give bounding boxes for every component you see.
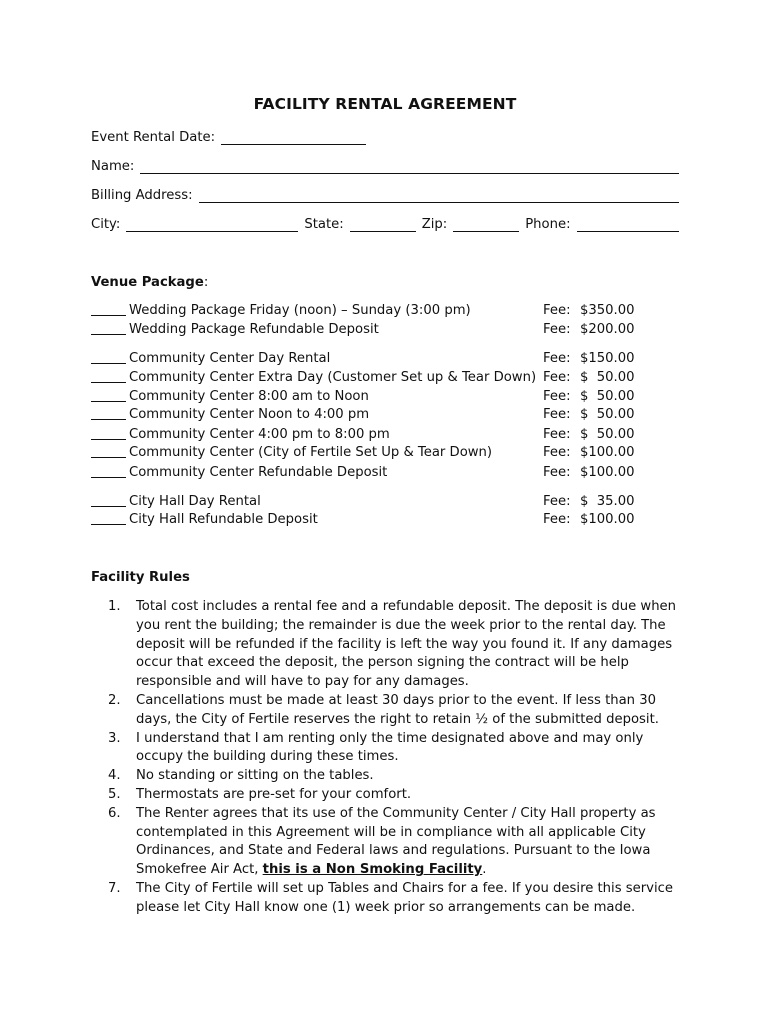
package-label: Community Center Noon to 4:00 pm	[129, 407, 370, 422]
package-row	[91, 303, 651, 321]
package-row	[91, 445, 651, 463]
fee-amount: $ 50.00	[580, 427, 635, 442]
fee-label: Fee:	[543, 389, 571, 404]
package-row	[91, 389, 651, 407]
facility-rules-heading: Facility Rules	[91, 570, 190, 585]
package-check-blank[interactable]	[91, 315, 126, 316]
package-row	[91, 407, 651, 425]
event-date-label: Event Rental Date:	[91, 130, 216, 145]
state-field[interactable]	[350, 218, 416, 232]
package-label: Community Center Refundable Deposit	[129, 465, 388, 480]
package-label: City Hall Day Rental	[129, 494, 261, 509]
package-check-blank[interactable]	[91, 363, 126, 364]
package-row	[91, 465, 651, 483]
package-label: Community Center (City of Fertile Set Up & Tear Down)	[129, 445, 493, 460]
rule-item	[108, 786, 688, 805]
name-row	[91, 156, 679, 174]
fee-label: Fee:	[543, 427, 571, 442]
package-label: Community Center Day Rental	[129, 351, 331, 366]
package-check-blank[interactable]	[91, 477, 126, 478]
package-check-blank[interactable]	[91, 401, 126, 402]
name-field[interactable]	[140, 160, 679, 174]
fee-amount: $100.00	[580, 445, 635, 460]
zip-label: Zip:	[421, 217, 448, 232]
rule-text: The City of Fertile will set up Tables and Chairs for a fee. If you desire this service please let City Hall know one (1) week prior so arrangements can be made.	[136, 880, 674, 915]
fee-amount: $ 35.00	[580, 494, 635, 509]
fee-amount: $ 50.00	[580, 389, 635, 404]
rule-number: 4.	[108, 768, 121, 784]
venue-heading-colon: :	[203, 275, 209, 290]
rule-item	[108, 805, 688, 880]
phone-field[interactable]	[577, 218, 679, 232]
event-date-row	[91, 127, 679, 145]
rule-number: 2.	[108, 692, 121, 708]
package-check-blank[interactable]	[91, 457, 126, 458]
venue-package-heading	[91, 275, 208, 290]
package-label: City Hall Refundable Deposit	[129, 512, 318, 527]
rule-number: 5.	[108, 786, 121, 802]
package-check-blank[interactable]	[91, 419, 126, 420]
rule-text: Thermostats are pre-set for your comfort.	[136, 786, 412, 802]
fee-amount: $150.00	[580, 351, 635, 366]
package-label: Community Center Extra Day (Customer Set up & Tear Down)	[129, 370, 537, 385]
fee-label: Fee:	[543, 351, 571, 366]
fee-label: Fee:	[543, 370, 571, 385]
fee-amount: $ 50.00	[580, 407, 635, 422]
package-row	[91, 370, 651, 388]
rule-item	[108, 692, 688, 730]
billing-row	[91, 185, 679, 203]
city-field[interactable]	[126, 218, 298, 232]
rule-text: I understand that I am renting only the time designated above and may only occupy the building during these times.	[136, 730, 644, 765]
rule-text: Total cost includes a rental fee and a refundable deposit. The deposit is due when you rent the building; the remainder is due the week prior to the rental day. The deposit will be refunded if the facility is left the way you found it. If any damages occur that exceed the deposit, the person signing the contract will be help responsible and will have to pay for any damages.	[136, 599, 677, 690]
package-label: Community Center 8:00 am to Noon	[129, 389, 369, 404]
package-check-blank[interactable]	[91, 524, 126, 525]
rule-number: 3.	[108, 730, 121, 746]
rule-text: Cancellations must be made at least 30 days prior to the event. If less than 30 days, the City of Fertile reserves the right to retain ½ of the submitted deposit.	[136, 692, 659, 727]
package-label: Wedding Package Friday (noon) – Sunday (3:00 pm)	[129, 303, 471, 318]
fee-amount: $200.00	[580, 322, 635, 337]
fee-amount: $100.00	[580, 465, 635, 480]
package-row	[91, 322, 651, 340]
package-check-blank[interactable]	[91, 506, 126, 507]
package-check-blank[interactable]	[91, 334, 126, 335]
fee-amount: $350.00	[580, 303, 635, 318]
fee-label: Fee:	[543, 512, 571, 527]
venue-heading-text: Venue Package	[91, 275, 204, 290]
fee-label: Fee:	[543, 322, 571, 337]
rule-text: The Renter agrees that its use of the Community Center / City Hall property as contemplated in this Agreement will be in compliance with all applicable City Ordinances, and State and Federal laws and regulations. Pursuant to the Iowa Smokefree Air Act,	[136, 805, 656, 878]
billing-address-label: Billing Address:	[91, 188, 193, 203]
rule-item	[108, 730, 688, 768]
package-row	[91, 494, 651, 512]
rule-text: No standing or sitting on the tables.	[136, 768, 374, 784]
page-title: FACILITY RENTAL AGREEMENT	[253, 95, 517, 113]
fee-amount: $100.00	[580, 512, 635, 527]
rule-item	[108, 880, 688, 918]
fee-label: Fee:	[543, 494, 571, 509]
rule-item	[108, 767, 688, 786]
non-smoking-emphasis: this is a Non Smoking Facility	[262, 862, 483, 878]
rule-number: 1.	[108, 599, 121, 614]
package-row	[91, 351, 651, 369]
rule-number: 6.	[108, 805, 121, 821]
rule-text-end: .	[482, 862, 487, 878]
state-label: State:	[304, 217, 344, 232]
fee-label: Fee:	[543, 303, 571, 318]
fee-label: Fee:	[543, 407, 571, 422]
package-label: Community Center 4:00 pm to 8:00 pm	[129, 427, 390, 442]
fee-amount: $ 50.00	[580, 370, 635, 385]
fee-label: Fee:	[543, 465, 571, 480]
name-label: Name:	[91, 159, 135, 174]
package-check-blank[interactable]	[91, 439, 126, 440]
city-label: City:	[91, 217, 121, 232]
package-label: Wedding Package Refundable Deposit	[129, 322, 379, 337]
rule-item	[108, 598, 688, 692]
billing-address-field[interactable]	[199, 189, 679, 203]
package-row	[91, 427, 651, 445]
city-state-zip-phone-row	[91, 214, 679, 232]
package-check-blank[interactable]	[91, 382, 126, 383]
package-row	[91, 512, 651, 530]
rules-list	[108, 598, 688, 918]
zip-field[interactable]	[453, 218, 519, 232]
fee-label: Fee:	[543, 445, 571, 460]
phone-label: Phone:	[525, 217, 571, 232]
rule-number: 7.	[108, 880, 121, 896]
event-date-field[interactable]	[221, 131, 366, 145]
